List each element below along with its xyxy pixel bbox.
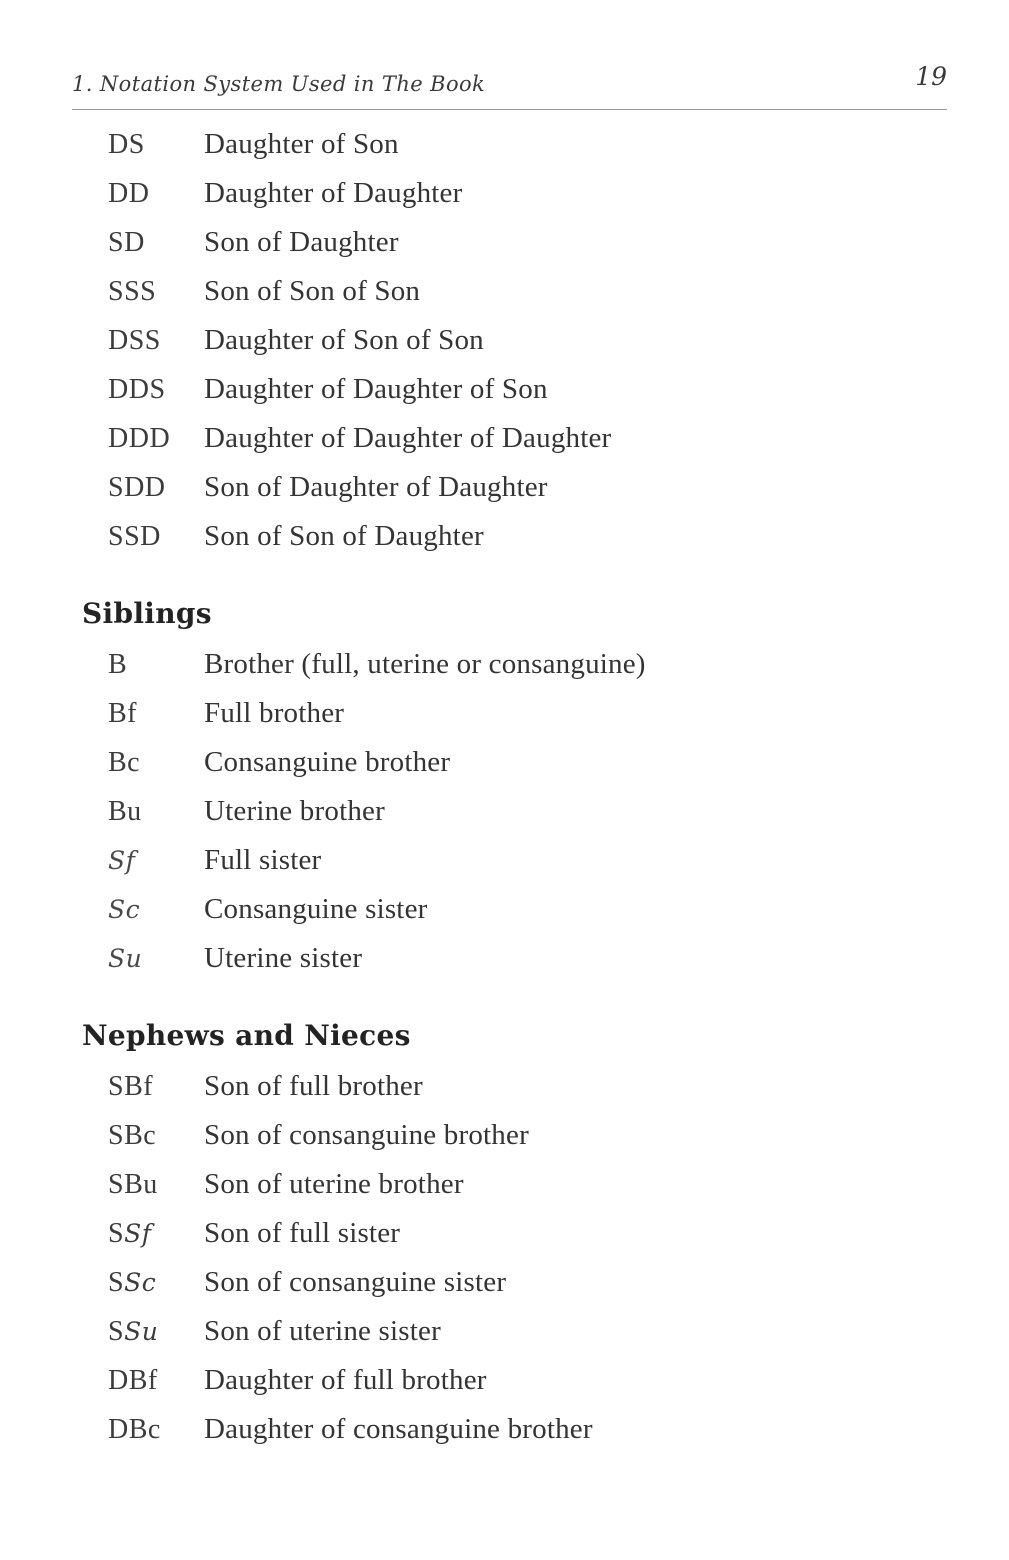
abbreviation-description: Brother (full, uterine or consanguine) bbox=[204, 648, 646, 680]
abbreviation-code: Sc bbox=[108, 895, 141, 924]
abbreviation-description: Full sister bbox=[204, 844, 322, 876]
list-item bbox=[72, 177, 947, 226]
abbreviation-description: Full brother bbox=[204, 697, 345, 729]
abbreviation-code: SBc bbox=[108, 1120, 157, 1151]
code-script-part: Sc bbox=[124, 1268, 157, 1297]
list-item bbox=[72, 1266, 947, 1315]
abbreviation-code: DS bbox=[108, 129, 145, 160]
section-heading: Nephews and Nieces bbox=[82, 1019, 411, 1052]
list-item bbox=[72, 1413, 947, 1462]
abbreviation-code bbox=[72, 1218, 204, 1250]
header-divider bbox=[72, 109, 947, 110]
list-item bbox=[72, 520, 947, 569]
abbreviation-code: DBc bbox=[108, 1414, 161, 1445]
abbreviation-code: Su bbox=[108, 944, 143, 973]
list-item bbox=[72, 128, 947, 177]
abbreviation-description: Daughter of consanguine brother bbox=[204, 1413, 593, 1445]
abbreviation-description: Daughter of Daughter of Son bbox=[204, 373, 548, 405]
abbreviation-description: Son of Son of Son bbox=[204, 275, 421, 307]
abbreviation-code: B bbox=[108, 649, 128, 680]
abbreviation-description: Son of Daughter of Daughter bbox=[204, 471, 548, 503]
list-item bbox=[72, 324, 947, 373]
list-item bbox=[72, 893, 947, 942]
abbreviation-description: Daughter of Daughter of Daughter bbox=[204, 422, 612, 454]
abbreviation-description: Son of full brother bbox=[204, 1070, 423, 1102]
abbreviation-description: Son of uterine brother bbox=[204, 1168, 464, 1200]
abbreviation-code: DSS bbox=[108, 325, 161, 356]
list-item bbox=[72, 697, 947, 746]
list-item bbox=[72, 1070, 947, 1119]
list-item bbox=[72, 1119, 947, 1168]
list-item bbox=[72, 471, 947, 520]
code-script-part: Sf bbox=[124, 1219, 152, 1248]
list-item bbox=[72, 1168, 947, 1217]
abbreviation-code: DBf bbox=[108, 1365, 158, 1396]
abbreviation-code: Sf bbox=[108, 846, 136, 875]
abbreviation-code: DD bbox=[108, 178, 150, 209]
abbreviation-code: Bf bbox=[108, 698, 137, 729]
abbreviation-code: SSS bbox=[108, 276, 157, 307]
list-item bbox=[72, 1315, 947, 1364]
page-number: 19 bbox=[915, 62, 947, 91]
abbreviation-code: SSD bbox=[108, 521, 161, 552]
code-prefix: S bbox=[108, 1218, 125, 1249]
section-heading: Siblings bbox=[82, 597, 212, 630]
list-item bbox=[72, 422, 947, 471]
list-item bbox=[72, 373, 947, 422]
running-header bbox=[72, 62, 947, 116]
code-prefix: S bbox=[108, 1316, 125, 1347]
abbreviation-description: Son of consanguine brother bbox=[204, 1119, 529, 1151]
abbreviation-code: SBf bbox=[108, 1071, 154, 1102]
abbreviation-code: Bc bbox=[108, 747, 141, 778]
list-item bbox=[72, 648, 947, 697]
abbreviation-code bbox=[72, 1316, 204, 1348]
abbreviation-description: Daughter of Son bbox=[204, 128, 399, 160]
list-item bbox=[72, 226, 947, 275]
abbreviation-description: Son of consanguine sister bbox=[204, 1266, 507, 1298]
list-item bbox=[72, 1217, 947, 1266]
abbreviation-code bbox=[72, 1267, 204, 1299]
list-item bbox=[72, 275, 947, 324]
abbreviation-description: Daughter of Son of Son bbox=[204, 324, 484, 356]
abbreviation-description: Son of Daughter bbox=[204, 226, 399, 258]
abbreviation-description: Daughter of Daughter bbox=[204, 177, 463, 209]
abbreviation-description: Consanguine sister bbox=[204, 893, 428, 925]
abbreviation-code: SD bbox=[108, 227, 145, 258]
abbreviation-code: SDD bbox=[108, 472, 166, 503]
header-title: 1. Notation System Used in The Book bbox=[72, 72, 486, 96]
list-item bbox=[72, 795, 947, 844]
abbreviation-description: Son of full sister bbox=[204, 1217, 401, 1249]
abbreviation-code: DDS bbox=[108, 374, 166, 405]
abbreviation-description: Consanguine brother bbox=[204, 746, 451, 778]
list-item bbox=[72, 942, 947, 991]
abbreviation-code: SBu bbox=[108, 1169, 158, 1200]
code-prefix: S bbox=[108, 1267, 125, 1298]
abbreviation-code: Bu bbox=[108, 796, 142, 827]
list-item bbox=[72, 844, 947, 893]
list-item bbox=[72, 1364, 947, 1413]
list-item bbox=[72, 746, 947, 795]
abbreviation-code: DDD bbox=[108, 423, 171, 454]
abbreviation-description: Daughter of full brother bbox=[204, 1364, 487, 1396]
abbreviation-description: Uterine brother bbox=[204, 795, 385, 827]
abbreviation-description: Son of uterine sister bbox=[204, 1315, 441, 1347]
code-script-part: Su bbox=[124, 1317, 159, 1346]
abbreviation-description: Uterine sister bbox=[204, 942, 363, 974]
abbreviation-description: Son of Son of Daughter bbox=[204, 520, 484, 552]
notation-list bbox=[72, 128, 947, 1462]
